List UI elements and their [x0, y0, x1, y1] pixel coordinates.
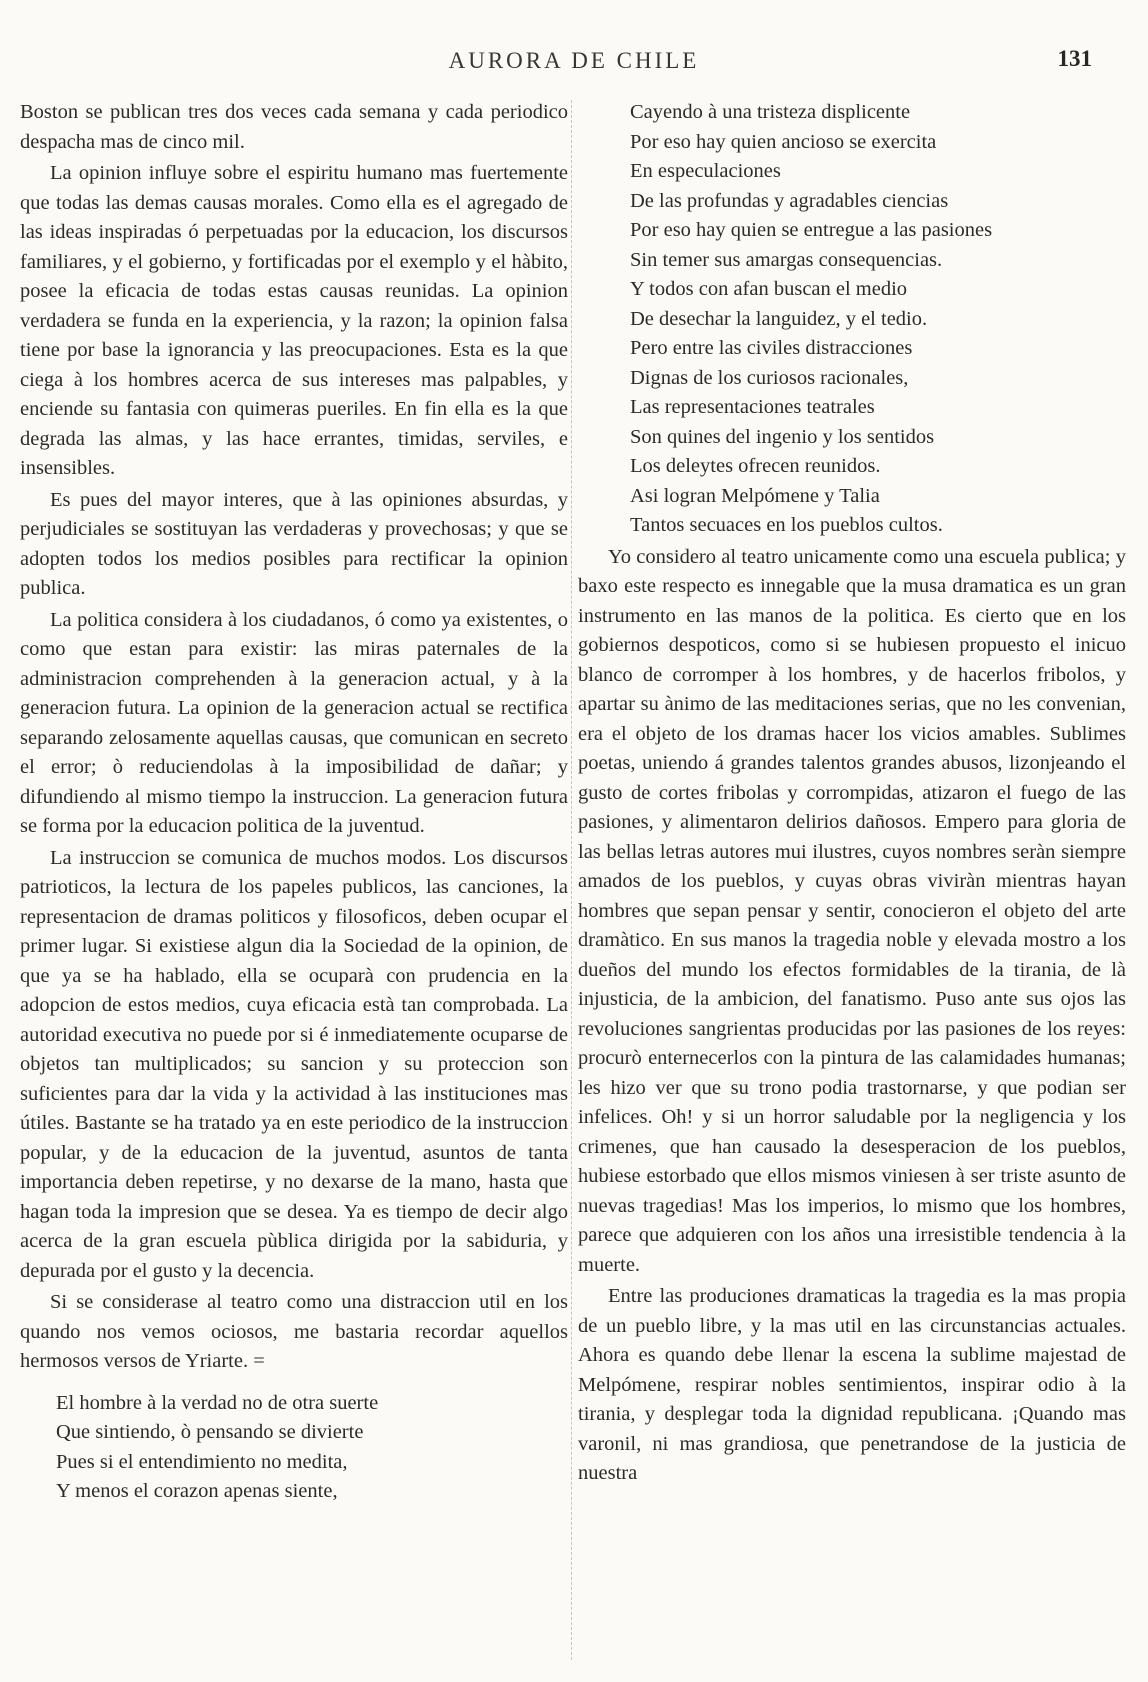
verse-line: Dignas de los curiosos racionales, — [630, 366, 909, 389]
paragraph: La instruccion se comunica de muchos modos. Los discursos patrioticos, la lectura de los papeles publicos, las canciones, la representacion de dramas politicos y filosoficos, deben ocupar el primer lugar. Si existiese algun dia la Sociedad de la opinion, de que ya se ha hablado, ella se ocuparà con prudencia en la adopcion de estos medios, cuya eficacia està tan comprobada. La autoridad executiva no puede por si é inmediatemente ocuparse de objetos tan multiplicados; su sancion y su proteccion son suficientes para dar la vida y la actividad à las instituciones mas útiles. Bastante se ha tratado ya en este periodico de la instruccion popular, y de la educacion de la juventud, asuntos de tanta importancia deben repetirse, y no dexarse de la mano, hasta que hagan toda la impresion que se desea. Ya es tiempo de decir algo acerca de la gran escuela pùblica dirigida por la sabiduria, y depurada por el gusto y la decencia. — [20, 846, 568, 1282]
verse-line: Las representaciones teatrales — [630, 396, 875, 418]
running-title: AURORA DE CHILE — [448, 48, 700, 73]
verse-line: Y todos con afan buscan el medio — [630, 278, 908, 300]
paragraph: Es pues del mayor interes, que à las opiniones absurdas, y perjudiciales se sostituyan las verdaderas y provechosas; y que se adopten todos los medios posibles para rectificar la opinion publica. — [20, 488, 568, 599]
paragraph: Yo considero al teatro unicamente como una escuela publica; y baxo este respecto es innegable que la musa dramatica es un gran instrumento en las manos de la politica. Es cierto que en los gobiernos despoticos, como si se hubiesen propuesto el inicuo blanco de corromper à los hombres, y de hacerlos fribolos, y apartar su ànimo de las meditaciones serias, que no les convenian, era el objeto de los dramas hacer los vicios amables. Sublimes poetas, uniendo á grandes talentos grandes abusos, lizonjeando el gusto de cortes fribolas y corrompidas, atizaron el fuego de las pasiones, y alimentaron delirios dañosos. Empero para gloria de las bellas letras autores mui ilustres, cuyos nombres seràn siempre amados de los pueblos, y cuyas obras viviràn mientras hayan hombres que sepan pensar y sentir, conocieron el objeto del arte dramàtico. En sus manos la tragedia noble y elevada mostro a los dueños del mundo los efectos formidables de la tirania, de là injusticia, de la ambicion, del fanatismo. Puso ante sus ojos las revoluciones sangrientas producidas por las pasiones de los reyes: procurò enternecerlos con la pintura de las calamidades humanas; les hizo ver que su trono podia trastornarse, y que podian ser infelices. Oh! y si un horror saludable por la negligencia y los crimenes, que han causado la desesperacion de los pueblos, hubiese estorbado que ellos mismos viniesen à ser triste asunto de nuevas tragedias! Mas los imperios, lo mismo que los hombres, parece que adquieren con los años una irresistible tendencia à la muerte. — [578, 545, 1126, 1276]
verse-line: Y menos el corazon apenas siente, — [56, 1480, 338, 1502]
paragraph: La opinion influye sobre el espiritu humano mas fuertemente que todas las demas causas morales. Como ella es el agregado de las ideas inspiradas ó perpetuadas por la educacion, los discursos familiares, y el gobierno, y fortificadas por el exemplo y el hàbito, posee la eficacia de todas estas causas reunidas. La opinion verdadera se funda en la experiencia, y la razon; la opinion falsa tiene por base la ignorancia y las preocupaciones. Esta es la que ciega à los hombres acerca de sus intereses mas palpables, y enciende su fantasia con quimeras pueriles. En fin ella es la que degrada las almas, y las hace errantes, timidas, serviles, e insensibles. — [20, 162, 568, 479]
paragraph: Entre las produciones dramaticas la tragedia es la mas propia de un pueblo libre, y la mas util en las circunstancias actuales. Ahora es quando debe llenar la escena la sublime majestad de Melpómene, respirar nobles sentimientos, inspirar odio à la tirania, y desplegar toda la dignidad republicana. ¡Quando mas varonil, ni mas grandiosa, que penetrandose de la justicia de nuestra — [578, 1285, 1126, 1484]
paragraph: Boston se publican tres dos veces cada semana y cada periodico despacha mas de cinco mil. — [20, 101, 568, 153]
verse-line: Tantos secuaces en los pueblos cultos. — [630, 514, 943, 536]
column-divider — [571, 100, 572, 1660]
verse-line: Pero entre las civiles distracciones — [630, 337, 913, 359]
verse-line: Los deleytes ofrecen reunidos. — [630, 455, 881, 477]
paragraph: Si se considerase al teatro como una distraccion util en los quando nos vemos ociosos, me bastaria recordar aquellos hermosos versos de Yriarte. = — [20, 1291, 568, 1372]
right-column — [578, 98, 1126, 1489]
verse-line: Son quines del ingenio y los sentidos — [630, 425, 935, 448]
verse-block — [578, 98, 1126, 541]
verse-line: Por eso hay quien ancioso se exercita — [630, 130, 937, 153]
verse-line: El hombre à la verdad no de otra suerte — [56, 1391, 379, 1414]
verse-line: De las profundas y agradables ciencias — [630, 189, 949, 212]
verse-line: Por eso hay quien se entregue a las pasiones — [630, 219, 993, 241]
verse-line: De desechar la languidez, y el tedio. — [630, 307, 928, 330]
running-head — [20, 48, 1128, 80]
verse-line: Sin temer sus amargas consequencias. — [630, 248, 943, 271]
paragraph: La politica considera à los ciudadanos, ó como ya existentes, o como que estan para existir: las miras paternales de la administracion comprehenden à la generacion actual, y à la generacion futura. La opinion de la generacion actual se rectifica separando zelosamente aquellas causas, que comunican en secreto el error; ò reduciendolas à la imposibilidad de dañar; y difundiendo al mismo tiempo la instruccion. La generacion futura se forma por la educacion politica de la juventud. — [20, 608, 568, 837]
verse-line: Que sintiendo, ò pensando se divierte — [56, 1421, 364, 1443]
page-number: 131 — [1057, 46, 1092, 71]
verse-line: En especulaciones — [630, 160, 781, 182]
verse-line: Cayendo à una tristeza displicente — [630, 101, 911, 123]
verse-block — [20, 1389, 568, 1507]
verse-line: Asi logran Melpómene y Talia — [630, 484, 880, 507]
verse-line: Pues si el entendimiento no medita, — [56, 1450, 348, 1473]
left-column — [20, 98, 568, 1519]
